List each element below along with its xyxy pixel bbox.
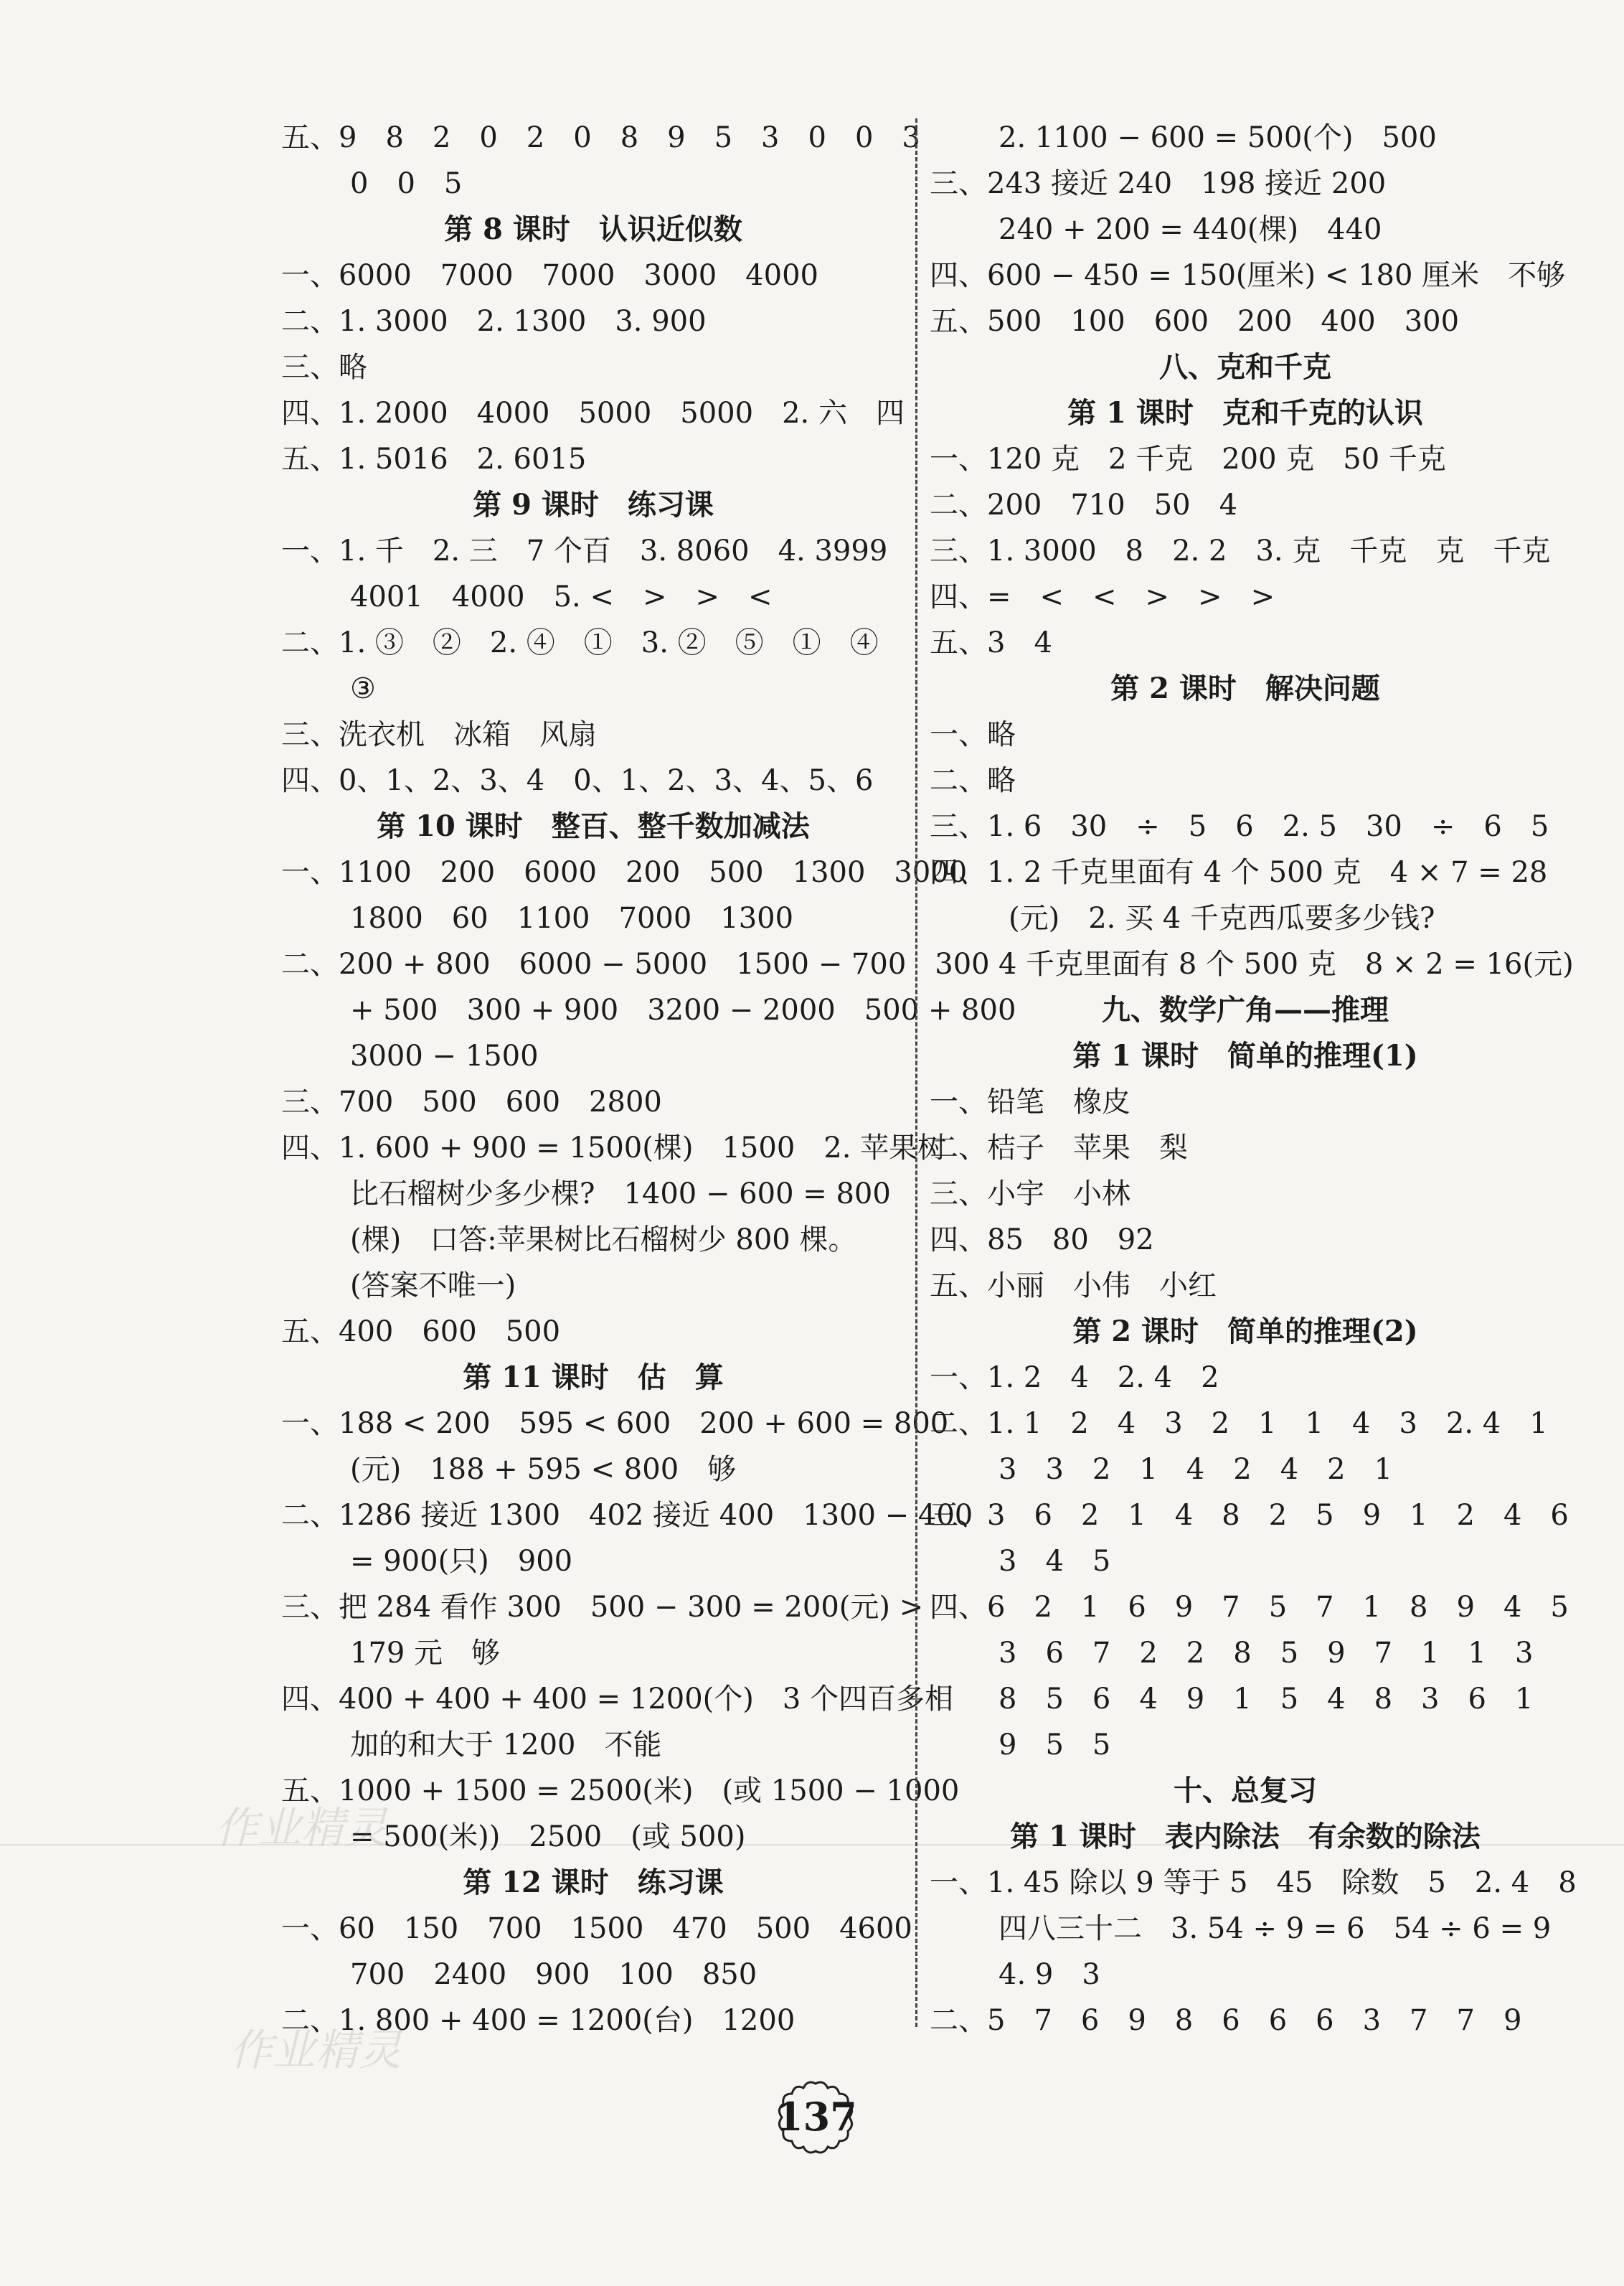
answer-line: 四、400 + 400 + 400 = 1200(个) 3 个四百多相 — [281, 1683, 954, 1716]
answer-line: 一、1. 千 2. 三 7 个百 3. 8060 4. 3999 — [281, 535, 888, 568]
answer-line: (元) 188 + 595 < 800 够 — [350, 1453, 737, 1486]
answer-line: 一、1. 2 4 2. 4 2 — [930, 1361, 1219, 1394]
column-divider — [915, 118, 917, 2027]
answer-line: 一、略 — [930, 718, 1016, 751]
answer-line: = 500(米)) 2500 (或 500) — [350, 1820, 746, 1853]
watermark: 作业精灵 — [230, 2026, 402, 2076]
section-heading: 第 8 课时 认识近似数 — [444, 212, 742, 246]
answer-line: 179 元 够 — [350, 1637, 501, 1670]
answer-line: 1800 60 1100 7000 1300 — [350, 902, 794, 935]
answer-line: 五、400 600 500 — [281, 1315, 561, 1348]
answer-line: (元) 2. 买 4 千克西瓜要多少钱? — [1009, 902, 1435, 935]
answer-line: 一、铅笔 橡皮 — [930, 1086, 1130, 1119]
answer-line: 五、1. 5016 2. 6015 — [281, 443, 587, 476]
answer-line: 三、243 接近 240 198 接近 200 — [930, 167, 1387, 200]
answer-line: 四、1. 2000 4000 5000 5000 2. 六 四 — [281, 397, 905, 430]
answer-line: 五、500 100 600 200 400 300 — [930, 305, 1460, 338]
answer-line: + 500 300 + 900 3200 − 2000 500 + 800 — [350, 994, 1016, 1027]
section-heading: 第 12 课时 练习课 — [463, 1866, 724, 1899]
answer-line: 二、桔子 苹果 梨 — [930, 1132, 1188, 1165]
answer-line: 四、0、1、2、3、4 0、1、2、3、4、5、6 — [281, 764, 874, 797]
answer-line: 一、6000 7000 7000 3000 4000 — [281, 259, 818, 292]
answer-line: 四、1. 2 千克里面有 4 个 500 克 4 × 7 = 28 — [930, 856, 1548, 889]
answer-line: 四、= < < > > > — [930, 580, 1275, 613]
answer-line: 四、1. 600 + 900 = 1500(棵) 1500 2. 苹果树 — [281, 1132, 947, 1165]
answer-line: 五、1000 + 1500 = 2500(米) (或 1500 − 1000 — [281, 1774, 960, 1807]
page-number: 137 — [776, 2094, 857, 2140]
answer-line: 二、1. ③ ② 2. ④ ① 3. ② ⑤ ① ④ — [281, 626, 879, 659]
watermark: 作业精灵 — [215, 1803, 387, 1853]
answer-line: 700 2400 900 100 850 — [350, 1958, 757, 1991]
answer-line: 4 千克里面有 8 个 500 克 8 × 2 = 16(元) — [999, 948, 1574, 981]
right-answer-column — [930, 115, 1577, 2043]
answer-line: 二、200 + 800 6000 − 5000 1500 − 700 300 — [281, 948, 990, 981]
answer-line: 二、200 710 50 4 — [930, 489, 1238, 522]
answer-line: 240 + 200 = 440(棵) 440 — [999, 213, 1382, 246]
section-heading: 第 1 课时 简单的推理(1) — [1072, 1039, 1418, 1073]
section-heading: 第 2 课时 解决问题 — [1110, 672, 1380, 705]
answer-line: 4. 9 3 — [999, 1958, 1100, 1991]
section-heading: 第 1 课时 克和千克的认识 — [1067, 396, 1423, 430]
answer-line: 4001 4000 5. < > > < — [350, 580, 773, 613]
answer-line: 四八三十二 3. 54 ÷ 9 = 6 54 ÷ 6 = 9 — [999, 1912, 1552, 1945]
answer-line: = 900(只) 900 — [350, 1545, 573, 1578]
answer-line: 3000 − 1500 — [350, 1040, 539, 1073]
section-heading: 第 11 课时 估 算 — [463, 1360, 724, 1394]
answer-line: 3 4 5 — [999, 1545, 1111, 1578]
answer-line: 三、3 6 2 1 4 8 2 5 9 1 2 4 6 — [930, 1499, 1569, 1532]
answer-line: 二、略 — [930, 764, 1016, 797]
answer-line: 四、600 − 450 = 150(厘米) < 180 厘米 不够 — [930, 259, 1566, 292]
section-heading: 第 9 课时 练习课 — [473, 488, 714, 522]
answer-line: 一、188 < 200 595 < 600 200 + 600 = 800 — [281, 1407, 949, 1440]
answer-line: 二、5 7 6 9 8 6 6 6 3 7 7 9 — [930, 2004, 1522, 2037]
answer-line: 二、1. 3000 2. 1300 3. 900 — [281, 305, 707, 338]
answer-line: 2. 1100 − 600 = 500(个) 500 — [999, 121, 1437, 154]
answer-line: 三、洗衣机 冰箱 风扇 — [281, 718, 597, 751]
answer-line: 五、3 4 — [930, 626, 1052, 659]
answer-line: 一、1. 45 除以 9 等于 5 45 除数 5 2. 4 8 — [930, 1866, 1577, 1899]
answer-line: 一、120 克 2 千克 200 克 50 千克 — [930, 443, 1446, 476]
answer-line: 8 5 6 4 9 1 5 4 8 3 6 1 — [999, 1683, 1534, 1716]
answer-line: 五、小丽 小伟 小红 — [930, 1269, 1217, 1302]
answer-line: 四、6 2 1 6 9 7 5 7 1 8 9 4 5 — [930, 1591, 1569, 1624]
section-heading: 九、数学广角——推理 — [1102, 993, 1389, 1027]
answer-line: 三、把 284 看作 300 500 − 300 = 200(元) > — [281, 1591, 924, 1624]
answer-line: 五、9 8 2 0 2 0 8 9 5 3 0 0 3 — [281, 121, 920, 154]
section-heading: 第 1 课时 表内除法 有余数的除法 — [1010, 1820, 1481, 1853]
answer-line: 三、700 500 600 2800 — [281, 1086, 662, 1119]
answer-line: 二、1. 1 2 4 3 2 1 1 4 3 2. 4 1 — [930, 1407, 1548, 1440]
answer-line: 比石榴树少多少棵? 1400 − 600 = 800 — [350, 1177, 891, 1210]
answer-line: 三、小宇 小林 — [930, 1177, 1130, 1210]
section-heading: 第 2 课时 简单的推理(2) — [1072, 1314, 1418, 1348]
section-heading: 十、总复习 — [1174, 1774, 1317, 1807]
answer-line: 二、1286 接近 1300 402 接近 400 1300 − 400 — [281, 1499, 973, 1532]
answer-line: 四、85 80 92 — [930, 1223, 1154, 1256]
answer-line: 3 6 7 2 2 8 5 9 7 1 1 3 — [999, 1637, 1534, 1670]
answer-line: 三、1. 6 30 ÷ 5 6 2. 5 30 ÷ 6 5 — [930, 810, 1549, 843]
answer-line: 一、1100 200 6000 200 500 1300 3000 — [281, 856, 968, 889]
section-heading: 第 10 课时 整百、整千数加减法 — [377, 809, 810, 843]
section-heading: 八、克和千克 — [1159, 350, 1331, 384]
answer-line: (棵) 口答:苹果树比石榴树少 800 棵。 — [350, 1223, 857, 1256]
answer-line: 0 0 5 — [350, 167, 463, 200]
answer-line: (答案不唯一) — [350, 1269, 516, 1302]
answer-line: 9 5 5 — [999, 1728, 1111, 1761]
answer-line: 加的和大于 1200 不能 — [350, 1728, 662, 1761]
page-number-badge — [776, 2078, 855, 2157]
answer-line: ③ — [350, 672, 376, 705]
answer-line: 三、1. 3000 8 2. 2 3. 克 千克 克 千克 — [930, 535, 1551, 568]
answer-line: 三、略 — [281, 351, 367, 384]
answer-line: 一、60 150 700 1500 470 500 4600 — [281, 1912, 912, 1945]
answer-line: 3 3 2 1 4 2 4 2 1 — [999, 1453, 1393, 1486]
answer-line: 二、1. 800 + 400 = 1200(台) 1200 — [281, 2004, 796, 2037]
